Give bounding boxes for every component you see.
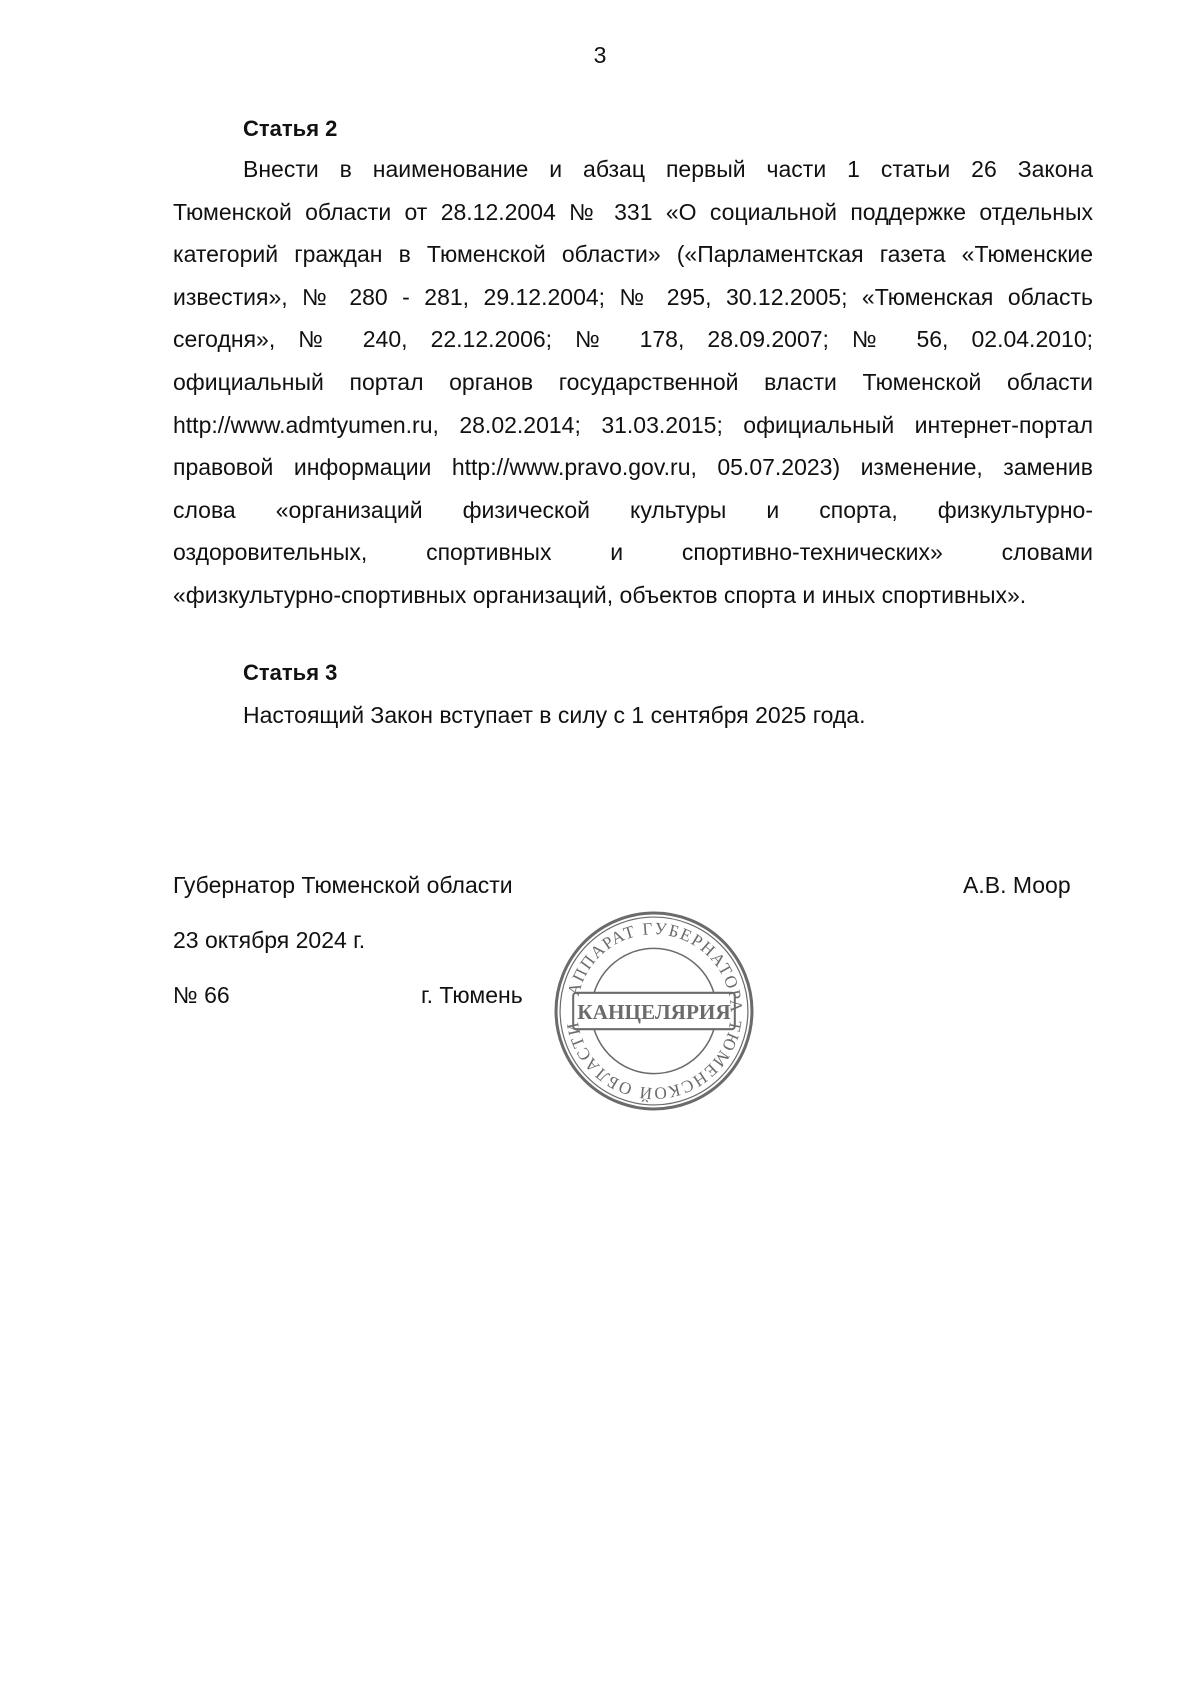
seal-ring-text: АППАРАТ ГУБЕРНАТОРА ТЮМЕНСКОЙ ОБЛАСТИ <box>562 918 747 1104</box>
law-number: № 66 <box>173 982 230 1008</box>
law-city: г. Тюмень <box>421 982 523 1008</box>
law-date: 23 октября 2024 г. <box>173 927 366 953</box>
office-seal <box>553 910 755 1112</box>
article-3-heading: Статья 3 <box>243 660 338 685</box>
article-2-line: оздоровительных, спортивных и спортивно-технических» словами <box>173 539 1093 566</box>
seal-center-text: КАНЦЕЛЯРИЯ <box>577 1000 731 1025</box>
signatory-name: А.В. Моор <box>963 872 1071 898</box>
article-2-line: Внести в наименование и абзац первый части 1 статьи 26 Закона <box>243 156 1093 182</box>
article-2-line: «физкультурно-спортивных организаций, объектов спорта и иных спортивных». <box>173 581 1027 608</box>
article-2-line: известия», № 280 - 281, 29.12.2004; № 295, 30.12.2005; «Тюменская область <box>173 283 1093 310</box>
article-2-line: слова «организаций физической культуры и спорта, физкультурно- <box>173 496 1093 523</box>
article-2-body <box>173 148 1093 617</box>
signatory-position: Губернатор Тюменской области <box>173 872 513 898</box>
article-3-text: Настоящий Закон вступает в силу с 1 сентября 2025 года. <box>243 702 866 728</box>
article-2-line: http://www.admtyumen.ru, 28.02.2014; 31.03.2015; официальный интернет-портал <box>173 411 1093 438</box>
article-2-heading: Статья 2 <box>243 116 338 141</box>
article-2-line: правовой информации http://www.pravo.gov.ru, 05.07.2023) изменение, заменив <box>173 454 1093 481</box>
article-2-line: официальный портал органов государственной власти Тюменской области <box>173 368 1093 395</box>
page-number: 3 <box>593 42 607 68</box>
article-2-line: сегодня», № 240, 22.12.2006; № 178, 28.09.2007; № 56, 02.04.2010; <box>173 326 1093 353</box>
article-2-line: Тюменской области от 28.12.2004 № 331 «О социальной поддержке отдельных <box>173 198 1093 225</box>
article-2-line: категорий граждан в Тюменской области» («Парламентская газета «Тюменские <box>173 241 1093 268</box>
